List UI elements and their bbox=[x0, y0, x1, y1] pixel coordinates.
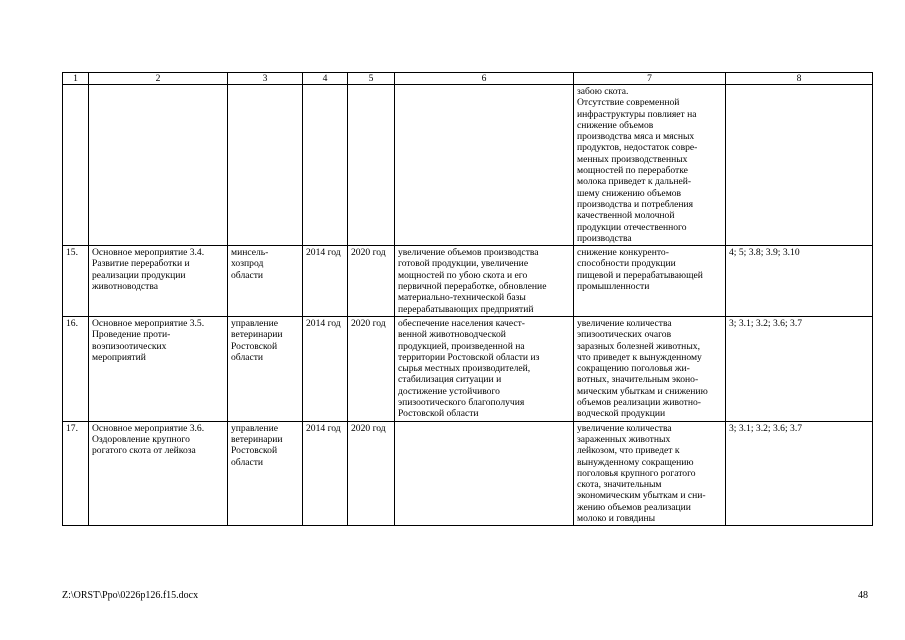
text-line: хозпрод bbox=[231, 258, 264, 270]
document-table bbox=[62, 72, 873, 526]
text-line: водческой продукции bbox=[577, 408, 666, 420]
activity-name bbox=[89, 316, 228, 421]
footer-file-path: Z:\ORST\Ppo\0226p126.f15.docx bbox=[62, 590, 199, 601]
consequences bbox=[574, 316, 726, 421]
text-line: первичной переработке, обновление bbox=[398, 281, 547, 293]
col-header-6: 6 bbox=[395, 73, 574, 85]
consequences bbox=[574, 246, 726, 317]
col-header-1: 1 bbox=[63, 73, 89, 85]
text-line: что приведет к вынужденному bbox=[577, 351, 702, 363]
start-year: 2014 год bbox=[303, 316, 348, 421]
indicators: 4; 5; 3.8; 3.9; 3.10 bbox=[726, 246, 873, 317]
text-line: Ростовской bbox=[231, 445, 278, 457]
text-line: зараженных животных bbox=[577, 433, 671, 445]
executor bbox=[228, 316, 303, 421]
text-line: менных производственных bbox=[577, 153, 688, 165]
text-line: вотных, значительным эконо- bbox=[577, 374, 699, 386]
expected-result bbox=[395, 421, 574, 526]
indicators: 3; 3.1; 3.2; 3.6; 3.7 bbox=[726, 316, 873, 421]
text-line: Ростовской области bbox=[398, 408, 479, 420]
text-line: управление bbox=[231, 422, 278, 434]
text-line: вынужденному сокращению bbox=[577, 456, 694, 468]
text-line: пищевой и перерабатывающей bbox=[577, 269, 703, 281]
text-line: продуктов, недостаток совре- bbox=[577, 142, 698, 154]
end-year: 2020 год bbox=[348, 316, 395, 421]
text-line: скота, значительным bbox=[577, 479, 662, 491]
text-line: минсель- bbox=[231, 247, 269, 259]
text-line: объемов реализации животно- bbox=[577, 397, 701, 409]
activity-name bbox=[89, 421, 228, 526]
text-line: молока приведет к дальней- bbox=[577, 176, 692, 188]
text-line: молоко и говядины bbox=[577, 512, 656, 524]
col-header-4: 4 bbox=[303, 73, 348, 85]
text-line: Проведение проти- bbox=[92, 329, 171, 341]
text-line: мическим убыткам и снижению bbox=[577, 385, 708, 397]
row-number: 17. bbox=[63, 421, 89, 526]
text-line: увеличение количества bbox=[577, 317, 672, 329]
text-line: эпизоотического благополучия bbox=[398, 397, 525, 409]
text-line: Отсутствие современной bbox=[577, 97, 680, 109]
end-year: 2020 год bbox=[348, 421, 395, 526]
text-line: увеличение объемов производства bbox=[398, 247, 539, 259]
text-line: мероприятий bbox=[92, 351, 146, 363]
text-line: перерабатывающих предприятий bbox=[398, 303, 534, 315]
text-line: продукции отечественного bbox=[577, 221, 687, 233]
text-line: мощностей по переработке bbox=[577, 165, 688, 177]
col-header-3: 3 bbox=[228, 73, 303, 85]
text-line: забою скота. bbox=[577, 86, 629, 97]
header-row bbox=[63, 73, 873, 85]
text-line: области bbox=[231, 456, 264, 468]
text-line: сырья местных производителей, bbox=[398, 363, 531, 375]
text-line: снижение конкуренто- bbox=[577, 247, 669, 259]
row-number: 15. bbox=[63, 246, 89, 317]
text-line: производства bbox=[577, 232, 632, 244]
page-number: 48 bbox=[858, 590, 868, 601]
text-line: поголовья крупного рогатого bbox=[577, 467, 696, 479]
text-line: управление bbox=[231, 317, 278, 329]
text-line: материально-технической базы bbox=[398, 292, 526, 304]
text-line: обеспечение населения качест- bbox=[398, 317, 525, 329]
executor bbox=[228, 421, 303, 526]
text-line: Основное мероприятие 3.5. bbox=[92, 317, 205, 329]
text-line: сокращению поголовья жи- bbox=[577, 363, 690, 375]
text-line: Оздоровление крупного bbox=[92, 433, 190, 445]
text-line: лейкозом, что приведет к bbox=[577, 445, 680, 457]
table-row bbox=[63, 246, 873, 317]
continuation-row bbox=[63, 85, 873, 246]
table-row bbox=[63, 316, 873, 421]
end-year: 2020 год bbox=[348, 246, 395, 317]
text-line: Развитие переработки и bbox=[92, 258, 190, 270]
text-line: области bbox=[231, 351, 264, 363]
text-line: ветеринарии bbox=[231, 433, 283, 445]
text-line: Основное мероприятие 3.6. bbox=[92, 422, 205, 434]
text-line: животноводства bbox=[92, 281, 158, 293]
text-line: увеличение количества bbox=[577, 422, 672, 434]
expected-result bbox=[395, 316, 574, 421]
text-line: качественной молочной bbox=[577, 210, 675, 222]
col-header-2: 2 bbox=[89, 73, 228, 85]
col-header-8: 8 bbox=[726, 73, 873, 85]
text-line: Ростовской bbox=[231, 340, 278, 352]
text-line: заразных болезней животных, bbox=[577, 340, 700, 352]
expected-result bbox=[395, 246, 574, 317]
text-line: Основное мероприятие 3.4. bbox=[92, 247, 205, 259]
text-line: продукцией, произведенной на bbox=[398, 340, 525, 352]
indicators: 3; 3.1; 3.2; 3.6; 3.7 bbox=[726, 421, 873, 526]
text-line: области bbox=[231, 269, 264, 281]
text-line: достижение устойчивого bbox=[398, 385, 500, 397]
text-line: готовой продукции, увеличение bbox=[398, 258, 529, 270]
text-line: ветеринарии bbox=[231, 329, 283, 341]
text-line: производства и потребления bbox=[577, 198, 694, 210]
text-line: жению объемов реализации bbox=[577, 501, 691, 513]
text-line: способности продукции bbox=[577, 258, 676, 270]
text-line: стабилизация ситуации и bbox=[398, 374, 502, 386]
text-line: воэпизоотических bbox=[92, 340, 167, 352]
text-line: территории Ростовской области из bbox=[398, 351, 540, 363]
row-number: 16. bbox=[63, 316, 89, 421]
text-line: эпизоотических очагов bbox=[577, 329, 672, 341]
text-line: снижение объемов bbox=[577, 119, 654, 131]
col-header-5: 5 bbox=[348, 73, 395, 85]
col-header-7: 7 bbox=[574, 73, 726, 85]
text-line: промышленности bbox=[577, 281, 650, 293]
text-line: мощностей по убою скота и его bbox=[398, 269, 528, 281]
text-line: рогатого скота от лейкоза bbox=[92, 445, 196, 457]
start-year: 2014 год bbox=[303, 421, 348, 526]
text-line: инфраструктуры повлияет на bbox=[577, 108, 697, 120]
continuation-consequences bbox=[574, 85, 726, 246]
consequences bbox=[574, 421, 726, 526]
table-row bbox=[63, 421, 873, 526]
text-line: шему снижению объемов bbox=[577, 187, 682, 199]
text-line: реализации продукции bbox=[92, 269, 186, 281]
executor bbox=[228, 246, 303, 317]
activity-name bbox=[89, 246, 228, 317]
start-year: 2014 год bbox=[303, 246, 348, 317]
text-line: венной животноводческой bbox=[398, 329, 506, 341]
text-line: производства мяса и мясных bbox=[577, 131, 695, 143]
text-line: экономическим убыткам и сни- bbox=[577, 490, 706, 502]
